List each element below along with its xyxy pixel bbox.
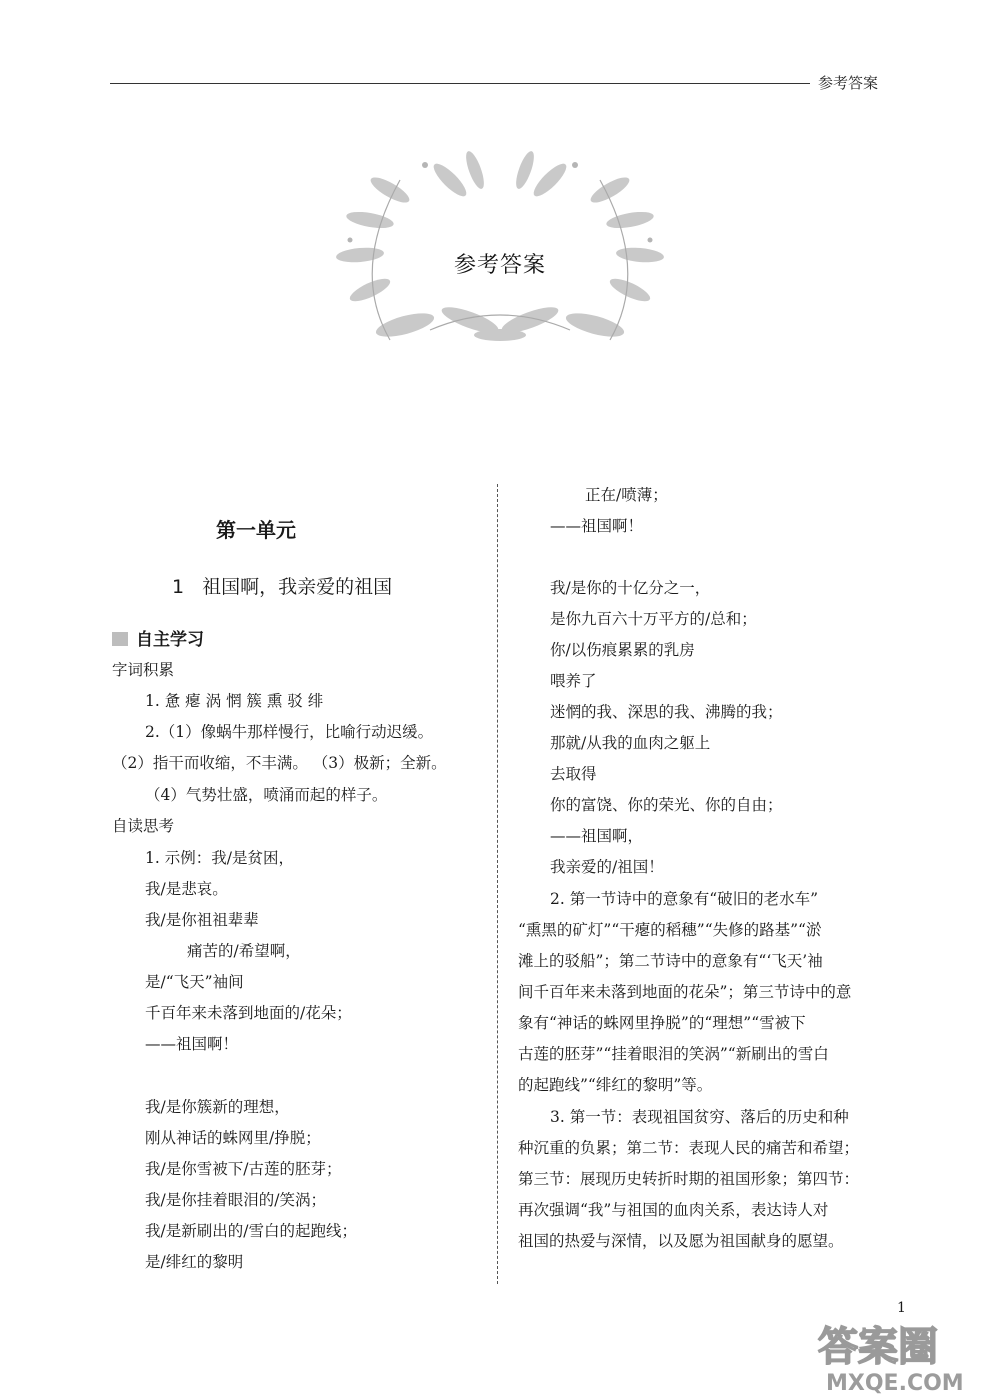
right-line: 我/是你的十亿分之一， — [550, 579, 711, 597]
right-line: 3. 第一节：表现祖国贫穷、落后的历史和种 — [550, 1108, 849, 1126]
left-line: 自读思考 — [112, 817, 175, 835]
left-line: 字词积累 — [112, 661, 175, 679]
right-line: 2. 第一节诗中的意象有“破旧的老水车” — [550, 890, 819, 908]
left-line: 我/是你簇新的理想， — [145, 1098, 290, 1116]
left-line: 1. 示例：我/是贫困， — [145, 849, 294, 867]
page-number: 1 — [897, 1300, 906, 1316]
left-line: 刚从神话的蛛网里/挣脱； — [145, 1129, 321, 1147]
column-divider — [497, 484, 498, 1284]
right-line: 去取得 — [550, 765, 597, 783]
watermark-main: 答案圈 — [818, 1324, 938, 1370]
watermark-sub: MXQE.COM — [826, 1371, 964, 1396]
right-line: 祖国的热爱与深情，以及愿为祖国献身的愿望。 — [518, 1232, 844, 1250]
section-heading — [112, 625, 204, 650]
right-line: 再次强调“我”与祖国的血肉关系，表达诗人对 — [518, 1201, 829, 1219]
section-label: 自主学习 — [136, 630, 204, 650]
unit-title: 第一单元 — [216, 518, 296, 542]
left-line: 我/是悲哀。 — [145, 880, 228, 898]
left-line: 2.（1）像蜗牛那样慢行，比喻行动迟缓。 — [145, 723, 434, 741]
right-line: 古莲的胚芽”“挂着眼泪的笑涡”“新刷出的雪白 — [518, 1045, 829, 1063]
watermark — [808, 1318, 998, 1396]
lesson-number: 1 — [172, 576, 185, 598]
right-line: “熏黑的矿灯”“干瘪的稻穗”“失修的路基”“淤 — [518, 921, 822, 939]
right-line: 我亲爱的/祖国！ — [550, 858, 664, 876]
right-line: 滩上的驳船”；第二节诗中的意象有“‘飞天’袖 — [518, 952, 823, 970]
lesson-name: 祖国啊，我亲爱的祖国 — [202, 576, 393, 598]
left-line: 是/绯红的黎明 — [145, 1253, 244, 1271]
right-line: 正在/喷薄； — [585, 486, 668, 504]
header-rule — [110, 83, 810, 84]
left-line: ——祖国啊！ — [145, 1035, 239, 1053]
right-line: 象有“神话的蛛网里挣脱”的“理想”“雪被下 — [518, 1014, 806, 1032]
header-label: 参考答案 — [818, 74, 879, 92]
decorative-banner — [330, 150, 670, 360]
right-line: ——祖国啊， — [550, 827, 644, 845]
left-line: 我/是你祖祖辈辈 — [145, 911, 259, 929]
right-line: 迷惘的我、深思的我、沸腾的我； — [550, 703, 783, 721]
left-line: 1. 惫 瘪 涡 惘 簇 熏 驳 绯 — [145, 692, 324, 710]
left-line: 我/是你雪被下/古莲的胚芽； — [145, 1160, 342, 1178]
right-line: 第三节：展现历史转折时期的祖国形象；第四节： — [518, 1170, 860, 1188]
left-line: 我/是你挂着眼泪的/笑涡； — [145, 1191, 326, 1209]
left-line: 痛苦的/希望啊， — [187, 942, 301, 960]
right-line: 你的富饶、你的荣光、你的自由； — [550, 796, 783, 814]
left-line: （2）指干而收缩，不丰满。 （3）极新；全新。 — [112, 754, 447, 772]
right-line: 那就/从我的血肉之躯上 — [550, 734, 711, 752]
right-line: 你/以伤痕累累的乳房 — [550, 641, 695, 659]
left-line: 我/是新刷出的/雪白的起跑线； — [145, 1222, 357, 1240]
left-line: 千百年来未落到地面的/花朵； — [145, 1004, 352, 1022]
banner-title: 参考答案 — [453, 253, 546, 278]
right-line: 种沉重的负累；第二节：表现人民的痛苦和希望； — [518, 1139, 860, 1157]
lesson-title — [172, 572, 392, 599]
right-line: ——祖国啊！ — [550, 517, 644, 535]
left-line: （4）气势壮盛，喷涌而起的样子。 — [145, 786, 388, 804]
right-line: 喂养了 — [550, 672, 597, 690]
right-line: 间千百年来未落到地面的花朵”；第三节诗中的意 — [518, 983, 852, 1001]
right-line: 是你九百六十万平方的/总和； — [550, 610, 757, 628]
square-bullet-icon — [112, 632, 128, 646]
left-line: 是/“飞天”袖间 — [145, 973, 244, 991]
right-line: 的起跑线”“绯红的黎明”等。 — [518, 1076, 713, 1094]
